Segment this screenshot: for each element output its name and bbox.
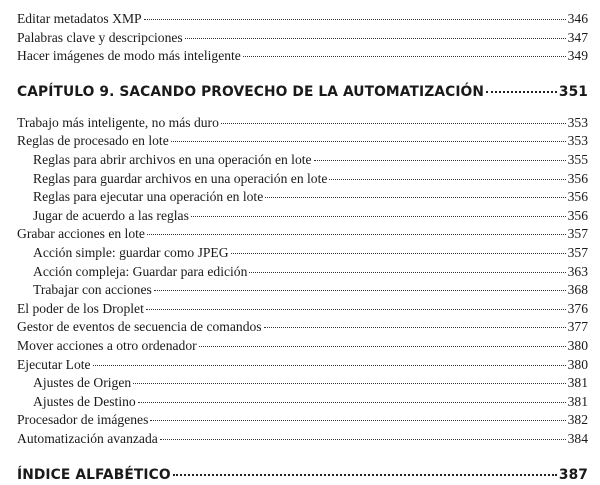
toc-entry[interactable] [17, 188, 588, 207]
toc-entry[interactable] [17, 244, 588, 263]
toc-entry-page-number: 353 [567, 114, 588, 130]
toc-entry-title: Gestor de eventos de secuencia de comandos [17, 319, 262, 335]
dot-leader [265, 197, 565, 198]
dot-leader [249, 272, 565, 273]
toc-entry[interactable] [17, 281, 588, 300]
toc-entry-title: Ajustes de Destino [33, 393, 136, 409]
index-page-number: 387 [558, 467, 588, 484]
toc-entry[interactable] [17, 132, 588, 151]
index-title: ÍNDICE ALFABÉTICO [17, 467, 171, 484]
toc-entry-title: Automatización avanzada [17, 430, 158, 446]
dot-leader [146, 309, 566, 310]
index-heading[interactable] [17, 465, 588, 485]
toc-entry-page-number: 381 [567, 375, 588, 391]
toc-entry-page-number: 363 [567, 263, 588, 279]
toc-entry[interactable] [17, 411, 588, 430]
toc-entry-title: Acción simple: guardar como JPEG [33, 244, 229, 260]
toc-entry-page-number: 368 [567, 282, 588, 298]
toc-entry[interactable] [17, 318, 588, 337]
toc-entry-page-number: 357 [567, 226, 588, 242]
toc-entry-page-number: 357 [567, 244, 588, 260]
toc-entry-page-number: 356 [567, 207, 588, 223]
toc-entry[interactable] [17, 225, 588, 244]
toc-entry-page-number: 376 [567, 300, 588, 316]
toc-entry-title: Grabar acciones en lote [17, 226, 145, 242]
dot-leader [138, 402, 566, 403]
chapter-9-heading[interactable] [17, 82, 588, 102]
dot-leader [231, 253, 566, 254]
toc-entry-title: Jugar de acuerdo a las reglas [33, 207, 189, 223]
toc-entry-title: Reglas para ejecutar una operación en lote [33, 189, 264, 205]
toc-entry-title: Trabajar con acciones [33, 282, 152, 298]
dot-leader [199, 346, 566, 347]
dot-leader [173, 474, 557, 476]
dot-leader [154, 290, 566, 291]
dot-leader [160, 439, 566, 440]
toc-entry-title: Reglas para guardar archivos en una operación en lote [33, 170, 328, 186]
toc-entry[interactable] [17, 29, 588, 48]
dot-leader [243, 56, 566, 57]
dot-leader [221, 123, 566, 124]
toc-entry-page-number: 349 [567, 48, 588, 64]
toc-entry[interactable] [17, 151, 588, 170]
toc-entry-title: Mover acciones a otro ordenador [17, 337, 197, 353]
dot-leader [147, 234, 566, 235]
toc-top-entries [17, 10, 588, 66]
toc-entry-page-number: 346 [567, 11, 588, 26]
toc-entry-page-number: 380 [567, 356, 588, 372]
toc-entry-title: Palabras clave y descripciones [17, 29, 183, 45]
toc-entry-title: Editar metadatos XMP [17, 11, 142, 26]
toc-entry-title: Trabajo más inteligente, no más duro [17, 114, 219, 130]
dot-leader [93, 365, 566, 366]
chapter-title: CAPÍTULO 9. SACANDO PROVECHO DE LA AUTOMATIZACIÓN [17, 83, 485, 100]
dot-leader [150, 420, 565, 421]
toc-entry[interactable] [17, 207, 588, 226]
toc-entry-page-number: 377 [567, 319, 588, 335]
dot-leader [264, 327, 566, 328]
toc-entry-title: Ejecutar Lote [17, 356, 91, 372]
toc-entry-title: Hacer imágenes de modo más inteligente [17, 48, 241, 64]
dot-leader [133, 383, 565, 384]
toc-entry-page-number: 384 [567, 430, 588, 446]
toc-entry[interactable] [17, 374, 588, 393]
dot-leader [329, 179, 565, 180]
toc-entry[interactable] [17, 263, 588, 282]
toc-entry[interactable] [17, 300, 588, 319]
dot-leader [171, 141, 566, 142]
toc-entry[interactable] [17, 47, 588, 66]
toc-entry-title: Ajustes de Origen [33, 375, 132, 391]
toc-entry-title: Reglas para abrir archivos en una operación en lote [33, 151, 312, 167]
toc-entry[interactable] [17, 10, 588, 29]
toc-entry-page-number: 353 [567, 133, 588, 149]
toc-entry[interactable] [17, 430, 588, 449]
dot-leader [191, 216, 566, 217]
toc-entry[interactable] [17, 356, 588, 375]
toc-entry[interactable] [17, 170, 588, 189]
toc-entry-title: Procesador de imágenes [17, 412, 149, 428]
toc-entry-page-number: 382 [567, 412, 588, 428]
toc-entry-page-number: 355 [567, 151, 588, 167]
chapter-9-entries [17, 114, 588, 449]
toc-entry-page-number: 347 [567, 29, 588, 45]
dot-leader [314, 160, 566, 161]
toc-entry-title: Acción compleja: Guardar para edición [33, 263, 248, 279]
toc-entry-title: Reglas de procesado en lote [17, 133, 169, 149]
toc-entry-page-number: 356 [567, 170, 588, 186]
dot-leader [486, 91, 557, 93]
toc-entry-page-number: 381 [567, 393, 588, 409]
table-of-contents [17, 10, 588, 485]
toc-entry-page-number: 356 [567, 189, 588, 205]
dot-leader [144, 19, 566, 20]
toc-entry[interactable] [17, 393, 588, 412]
toc-entry[interactable] [17, 337, 588, 356]
toc-entry-title: El poder de los Droplet [17, 300, 144, 316]
toc-entry[interactable] [17, 114, 588, 133]
toc-entry-page-number: 380 [567, 337, 588, 353]
dot-leader [185, 38, 566, 39]
chapter-page-number: 351 [558, 83, 588, 100]
